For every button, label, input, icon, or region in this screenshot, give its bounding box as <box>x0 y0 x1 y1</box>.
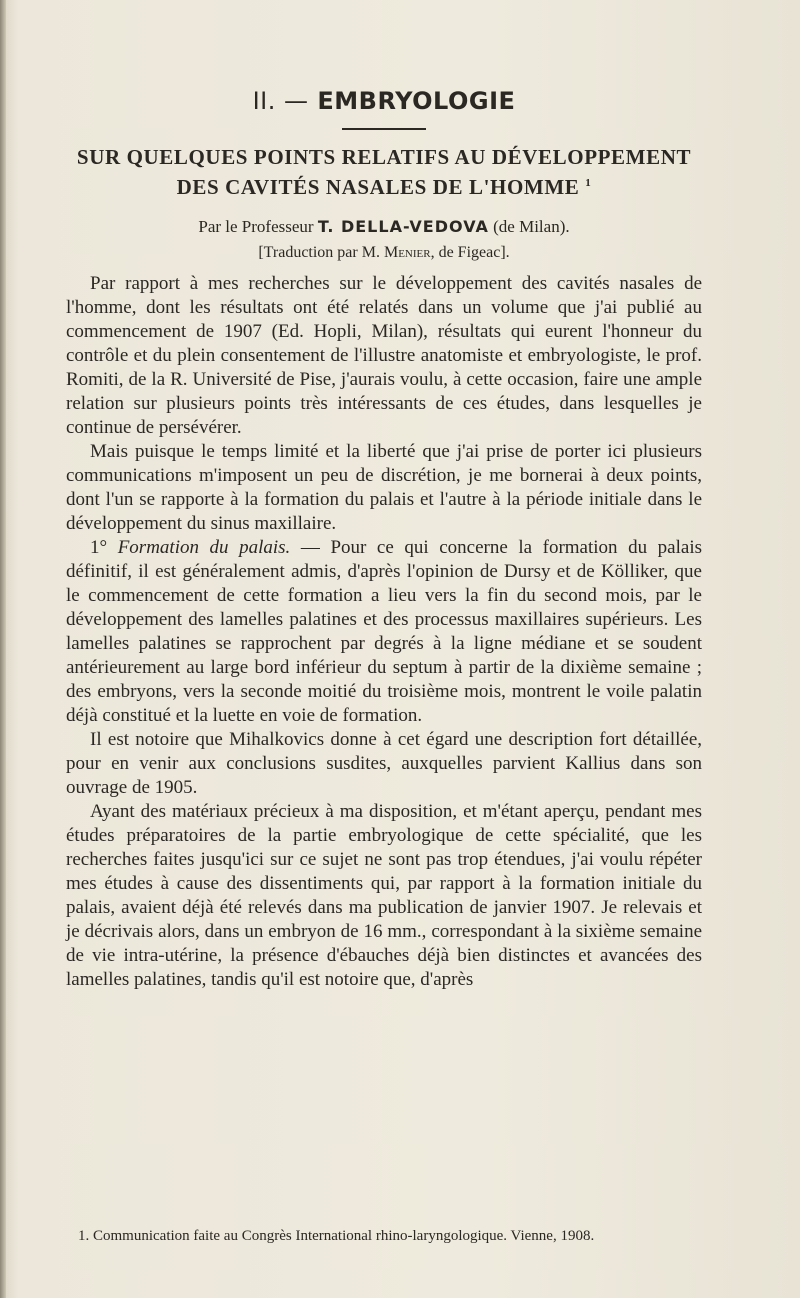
byline <box>66 216 702 238</box>
title-divider <box>342 128 426 130</box>
article-title-line-2: DES CAVITÉS NASALES DE L'HOMME <box>176 175 580 199</box>
translation-suffix: , de Figeac]. <box>430 244 510 261</box>
byline-prefix: Par le Professeur <box>198 217 314 236</box>
article-title-line-1: SUR QUELQUES POINTS RELATIFS AU DÉVELOPPEMENT <box>76 145 692 169</box>
translation-credit <box>66 242 702 264</box>
paragraph-4: Il est notoire que Mihalkovics donne à cet égard une description fort détaillée, pour en venir aux conclusions susdites, auxquelles parvient Kallius dans son ouvrage de 1905. <box>66 729 702 798</box>
section-number: II. — <box>252 87 309 115</box>
paragraph-1: Par rapport à mes recherches sur le développement des cavités nasales de l'homme, dont les résultats ont été relatés dans un volume que j'ai publié au commencement de 1907 (Ed. Hopli, Milan), résultats qui eurent l'honneur du contrôle et du plein consentement de l'illustre anatomiste et embryologiste, le prof. Romiti, de la R. Université de Pise, j'aurais voulu, à cette occasion, faire une ample relation sur plusieurs points très intéressants de ces études, dans lesquelles je continue de persévérer. <box>66 273 702 438</box>
section-heading <box>66 84 702 118</box>
article-body <box>66 272 702 992</box>
translator-name: Menier <box>383 244 431 261</box>
article-title <box>66 144 702 200</box>
paragraph-3 <box>66 536 702 728</box>
footnote-marker: 1 <box>585 177 592 189</box>
footnote: 1. Communication faite au Congrès International rhino-laryngologique. Vienne, 1908. <box>78 1228 595 1244</box>
author-name: T. DELLA-VEDOVA <box>317 217 489 236</box>
translation-prefix: [Traduction par M. <box>258 244 380 261</box>
paragraph-5: Ayant des matériaux précieux à ma disposition, et m'étant aperçu, pendant mes études préparatoires de la partie embryologique de cette spécialité, que les recherches faites jusqu'ici sur ce sujet ne sont pas trop étendues, j'ai voulu répéter mes études à cause des dissentiments qui, par rapport à la formation initiale du palais, avaient déjà été relevés dans ma publication de janvier 1907. Je relevais et je décrivais alors, dans un embryon de 16 mm., correspondant à la sixième semaine de vie intra-utérine, la présence d'ébauches déjà bien distinctes et avancées des lamelles palatines, tandis qu'il est notoire que, d'après <box>66 801 702 990</box>
paragraph-3-number: 1° <box>90 537 108 558</box>
byline-suffix: (de Milan). <box>493 217 570 236</box>
section-title: EMBRYOLOGIE <box>317 87 516 115</box>
paragraph-2: Mais puisque le temps limité et la liberté que j'ai prise de porter ici plusieurs communications m'imposent un peu de discrétion, je me bornerai à deux points, dont l'un se rapporte à la formation du palais et l'autre à la période initiale dans le développement du sinus maxillaire. <box>66 441 702 534</box>
page-edge <box>0 0 6 1298</box>
main-content <box>66 84 702 992</box>
paragraph-3-heading: Formation du palais. <box>117 537 291 558</box>
paragraph-3-text: — Pour ce qui concerne la formation du palais définitif, il est généralement admis, d'après l'opinion de Dursy et de Kölliker, que le commencement de cette formation a lieu vers la fin du second mois, par le développement des lamelles palatines et des processus maxillaires supérieurs. Les lamelles palatines se rapprochent par degrés à la ligne médiane et se soudent antérieurement au large bord inférieur du septum à partir de la dixième semaine ; des embryons, vers la seconde moitié du troisième mois, montrent le voile palatin déjà constitué et la luette en voie de formation. <box>66 537 702 726</box>
